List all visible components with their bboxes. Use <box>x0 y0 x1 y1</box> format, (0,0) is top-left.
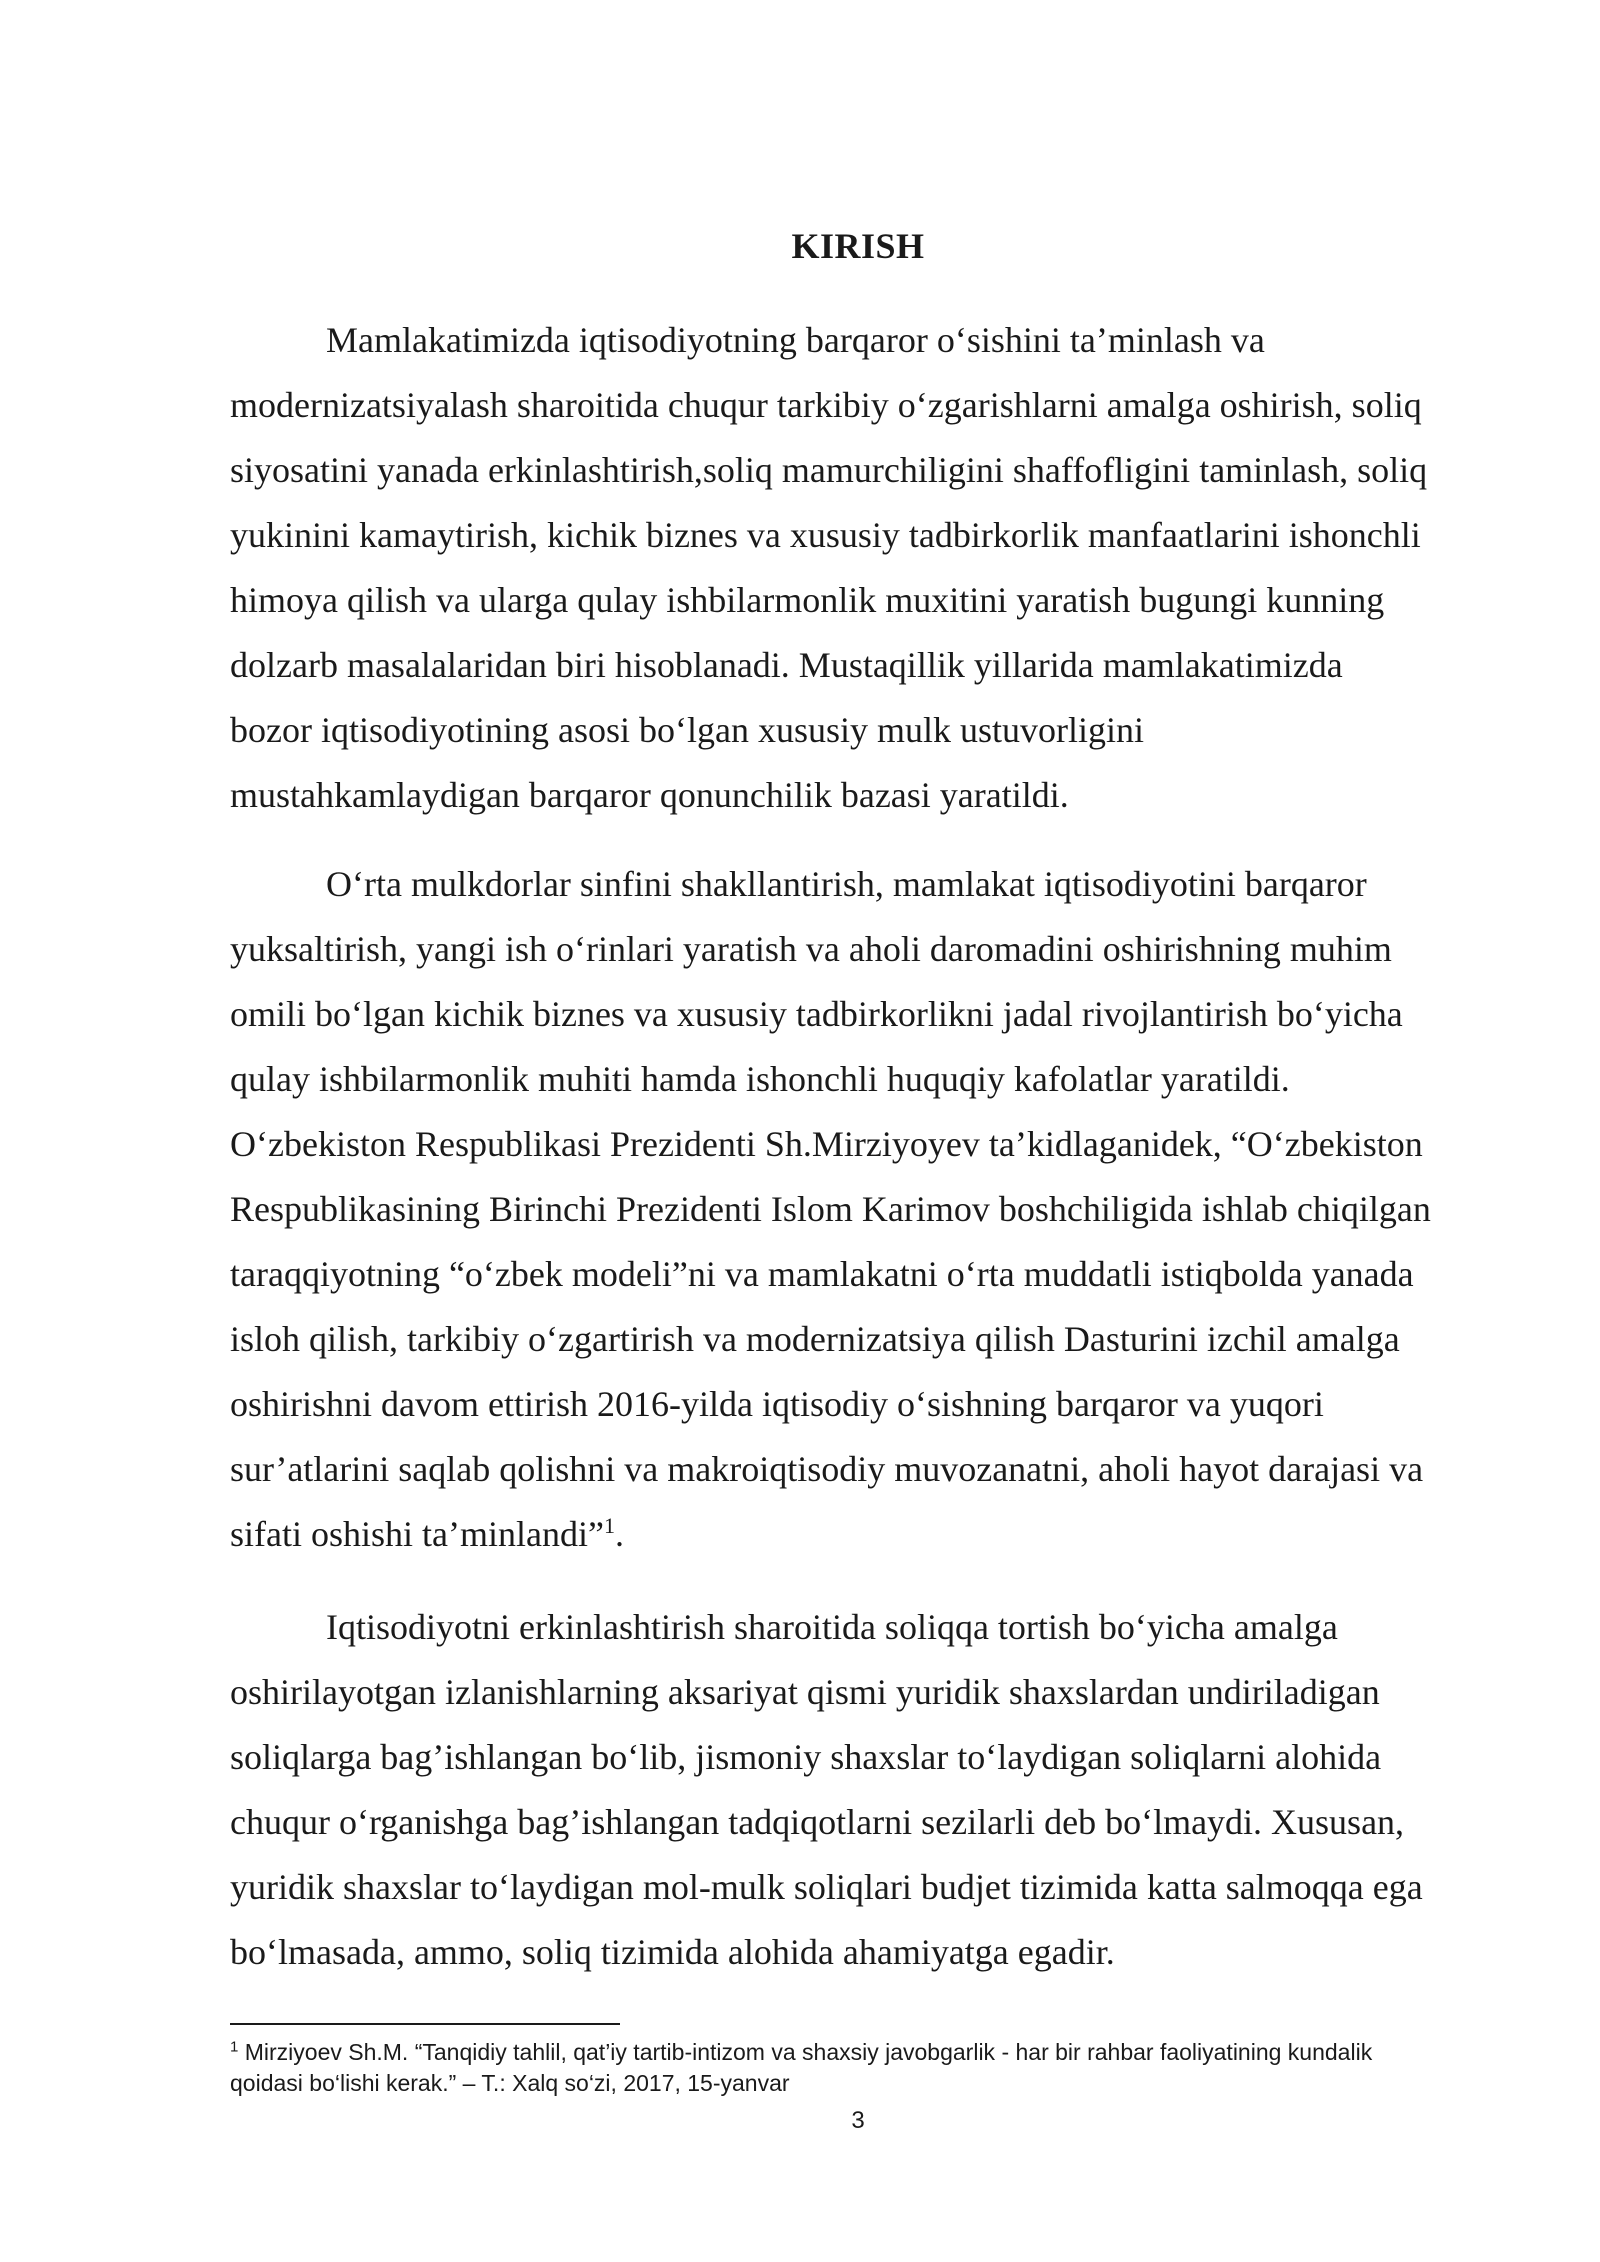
paragraph-line: omili bo‘lgan kichik biznes va xususiy tadbirkorlikni jadal rivojlantirish bo‘yicha <box>230 994 1403 1034</box>
paragraph-line: yuridik shaxslar to‘laydigan mol-mulk soliqlari budjet tizimida katta salmoqqa ega <box>230 1867 1423 1907</box>
paragraph-line: yukinini kamaytirish, kichik biznes va xususiy tadbirkorlik manfaatlarini ishonchli <box>230 515 1421 555</box>
paragraph-1 <box>230 308 1520 828</box>
paragraph-line: oshirilayotgan izlanishlarning aksariyat qismi yuridik shaxslardan undiriladigan <box>230 1672 1380 1712</box>
footnote <box>230 2037 1530 2099</box>
paragraph-line: dolzarb masalalaridan biri hisoblanadi. Mustaqillik yillarida mamlakatimizda <box>230 645 1343 685</box>
paragraph-line: soliqlarga bag’ishlangan bo‘lib, jismoniy shaxslar to‘laydigan soliqlarni alohida <box>230 1737 1382 1777</box>
paragraph-line: chuqur o‘rganishga bag’ishlangan tadqiqotlarni sezilarli deb bo‘lmaydi. Xususan, <box>230 1802 1405 1842</box>
paragraph-line: Iqtisodiyotni erkinlashtirish sharoitida soliqqa tortish bo‘yicha amalga <box>326 1607 1338 1647</box>
paragraph-last-line <box>230 1502 1520 1567</box>
paragraph-line: O‘rta mulkdorlar sinfini shakllantirish, mamlakat iqtisodiyotini barqaror <box>326 864 1367 904</box>
page-number: 3 <box>851 2107 865 2134</box>
paragraph-line: modernizatsiyalash sharoitida chuqur tarkibiy o‘zgarishlarni amalga oshirish, soliq <box>230 385 1422 425</box>
footnote-line <box>230 2037 1530 2068</box>
paragraph-trailing-punctuation: . <box>614 1514 624 1554</box>
page-title: KIRISH <box>791 226 925 266</box>
paragraph-line: isloh qilish, tarkibiy o‘zgartirish va modernizatsiya qilish Dasturini izchil amalga <box>230 1319 1400 1359</box>
footnote-reference[interactable]: 1 <box>603 1513 615 1538</box>
footnote-number: 1 <box>230 2038 239 2056</box>
paragraph-line: bo‘lmasada, ammo, soliq tizimida alohida ahamiyatga egadir. <box>230 1932 1115 1972</box>
footnote-line: qoidasi bo‘lishi kerak.” – T.: Xalq so‘zi, 2017, 15-yanvar <box>230 2070 790 2096</box>
paragraph-line: siyosatini yanada erkinlashtirish,soliq mamurchiligini shaffofligini taminlash, soliq <box>230 450 1428 490</box>
paragraph-line: Respublikasining Birinchi Prezidenti Islom Karimov boshchiligida ishlab chiqilgan <box>230 1189 1431 1229</box>
paragraph-line: taraqqiyotning “o‘zbek modeli”ni va mamlakatni o‘rta muddatli istiqbolda yanada <box>230 1254 1414 1294</box>
footnote-separator <box>230 2023 620 2025</box>
paragraph-line: O‘zbekiston Respublikasi Prezidenti Sh.Mirziyoyev ta’kidlaganidek, “O‘zbekiston <box>230 1124 1423 1164</box>
paragraph-2 <box>230 852 1520 1567</box>
paragraph-line: bozor iqtisodiyotining asosi bo‘lgan xususiy mulk ustuvorligini <box>230 710 1144 750</box>
footnote-text: Mirziyoev Sh.M. “Tanqidiy tahlil, qat’iy tartib-intizom va shaxsiy javobgarlik - har bir rahbar faoliyatining kundalik <box>238 2039 1373 2065</box>
paragraph-line: sur’atlarini saqlab qolishni va makroiqtisodiy muvozanatni, aholi hayot darajasi va <box>230 1449 1424 1489</box>
paragraph-3 <box>230 1595 1520 1985</box>
paragraph-line: himoya qilish va ularga qulay ishbilarmonlik muxitini yaratish bugungi kunning <box>230 580 1385 620</box>
paragraph-line: qulay ishbilarmonlik muhiti hamda ishonchli huquqiy kafolatlar yaratildi. <box>230 1059 1290 1099</box>
paragraph-line: yuksaltirish, yangi ish o‘rinlari yaratish va aholi daromadini oshirishning muhim <box>230 929 1392 969</box>
paragraph-line: Mamlakatimizda iqtisodiyotning barqaror o‘sishini ta’minlash va <box>326 320 1265 360</box>
paragraph-line-text: sifati oshishi ta’minlandi” <box>230 1514 604 1554</box>
paragraph-line: mustahkamlaydigan barqaror qonunchilik bazasi yaratildi. <box>230 775 1069 815</box>
paragraph-line: oshirishni davom ettirish 2016-yilda iqtisodiy o‘sishning barqaror va yuqori <box>230 1384 1324 1424</box>
